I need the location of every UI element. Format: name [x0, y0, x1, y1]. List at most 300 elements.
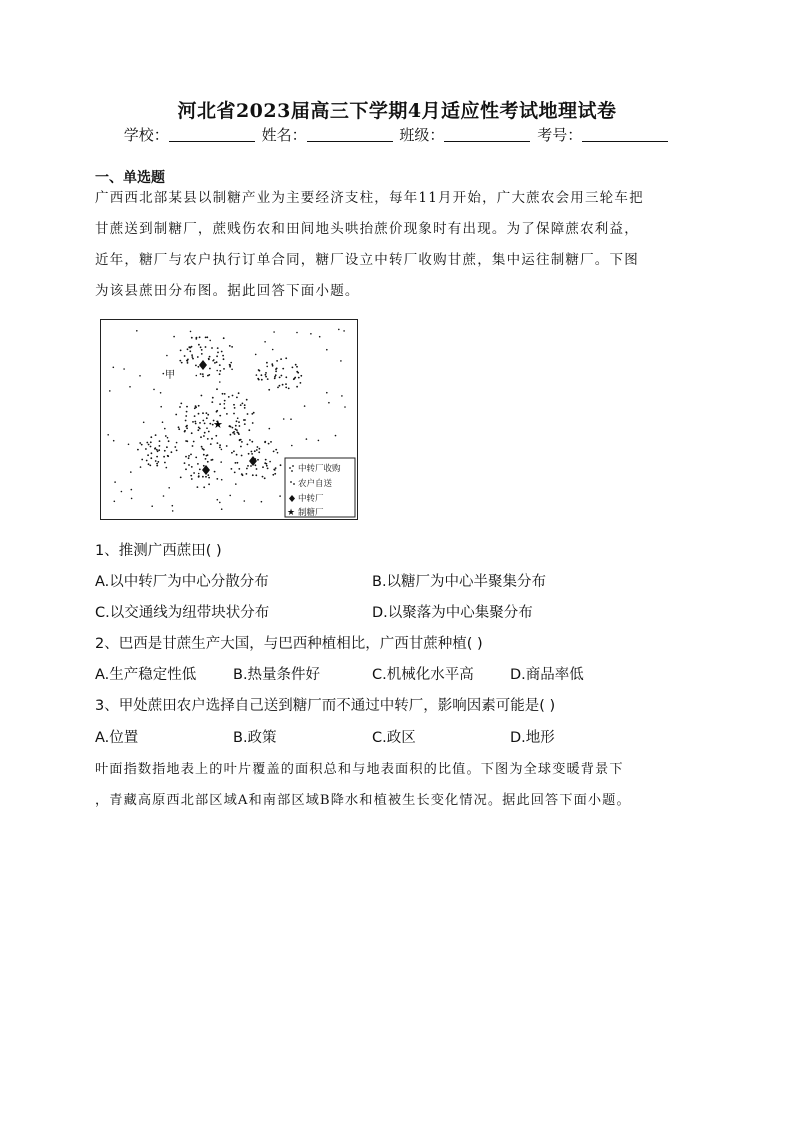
- field-dot: [187, 359, 189, 361]
- field-dot: [267, 378, 269, 380]
- field-dot: [217, 347, 219, 349]
- field-dot: [261, 374, 263, 376]
- field-dot: [219, 502, 221, 504]
- field-dot: [273, 331, 275, 333]
- field-dot: [195, 405, 197, 407]
- field-dot: [238, 392, 240, 394]
- field-dot: [211, 401, 213, 403]
- field-dot: [220, 461, 222, 463]
- field-dot: [173, 336, 175, 338]
- field-dot: [180, 350, 182, 352]
- intro-passage-1: [95, 183, 695, 307]
- field-dot: [176, 450, 178, 452]
- field-dot: [219, 444, 221, 446]
- field-dot: [255, 474, 257, 476]
- field-dot: [191, 466, 193, 468]
- q1-option-a[interactable]: A.以中转厂为中心分散分布: [95, 574, 269, 590]
- field-dot: [291, 445, 293, 447]
- field-dot: [267, 468, 269, 470]
- field-dot: [292, 367, 294, 369]
- field-dot: [109, 390, 111, 392]
- field-dot: [219, 381, 221, 383]
- field-dot: [246, 468, 248, 470]
- question-3-stem: 3、甲处蔗田农户选择自己送到糖厂而不通过中转厂，影响因素可能是( ): [95, 698, 556, 714]
- field-dot: [272, 349, 274, 351]
- field-dot: [222, 355, 224, 357]
- field-dot: [188, 457, 190, 459]
- field-dot: [224, 407, 226, 409]
- field-dot: [248, 453, 250, 455]
- field-dot: [244, 423, 246, 425]
- exam-number-label: 考号：: [537, 126, 583, 144]
- field-dot: [198, 473, 200, 475]
- map-graphic: [101, 320, 356, 518]
- field-dot: [198, 366, 200, 368]
- field-dot: [239, 439, 241, 441]
- field-dot: [209, 423, 211, 425]
- field-dot: [198, 405, 200, 407]
- field-dot: [255, 464, 257, 466]
- field-dot: [197, 429, 199, 431]
- field-dot: [248, 429, 250, 431]
- field-dot: [296, 386, 298, 388]
- field-dot: [207, 414, 209, 416]
- field-dot: [222, 393, 224, 395]
- field-dot: [205, 337, 207, 339]
- field-dot: [262, 476, 264, 478]
- field-dot: [275, 449, 277, 451]
- field-dot: [233, 431, 235, 433]
- intro-line: 近年，糖厂与农户执行订单合同，糖厂设立中转厂收购甘蔗，集中运往制糖厂。下图: [95, 252, 639, 268]
- field-dot: [140, 466, 142, 468]
- field-dot: [146, 442, 148, 444]
- field-dot: [190, 331, 192, 333]
- field-dot: [264, 477, 266, 479]
- field-dot: [275, 467, 277, 469]
- field-dot: [277, 452, 279, 454]
- field-dot: [201, 353, 203, 355]
- field-dot: [219, 415, 221, 417]
- field-dot: [163, 373, 165, 375]
- field-dot: [326, 349, 328, 351]
- field-dot: [254, 450, 256, 452]
- field-dot: [151, 505, 153, 507]
- field-dot: [219, 447, 221, 449]
- field-dot: [219, 364, 221, 366]
- field-dot: [243, 419, 245, 421]
- field-dot: [201, 395, 203, 397]
- field-dot: [234, 472, 236, 474]
- field-dot: [186, 406, 188, 408]
- field-dot: [265, 374, 267, 376]
- field-dot: [272, 365, 274, 367]
- field-dot: [159, 440, 161, 442]
- field-dot: [191, 337, 193, 339]
- field-dot: [266, 366, 268, 368]
- field-dot: [241, 473, 243, 475]
- field-dot: [205, 458, 207, 460]
- field-dot: [229, 345, 231, 347]
- class-blank[interactable]: [444, 127, 530, 142]
- field-dot: [188, 464, 190, 466]
- field-dot: [221, 351, 223, 353]
- field-dot: [153, 389, 155, 391]
- name-blank[interactable]: [307, 127, 393, 142]
- field-dot: [167, 455, 169, 457]
- field-dot: [191, 346, 193, 348]
- field-dot: [235, 462, 237, 464]
- field-dot: [192, 358, 194, 360]
- school-blank[interactable]: [169, 127, 255, 142]
- field-dot: [328, 402, 330, 404]
- field-dot: [193, 472, 195, 474]
- field-dot: [198, 344, 200, 346]
- field-dot: [275, 370, 277, 372]
- field-dot: [185, 415, 187, 417]
- field-dot: [240, 446, 242, 448]
- q3-option-d[interactable]: D.地形: [510, 730, 555, 746]
- field-dot: [209, 368, 211, 370]
- field-dot: [203, 435, 205, 437]
- field-dot: [204, 432, 206, 434]
- field-dot: [231, 369, 233, 371]
- field-dot: [247, 444, 249, 446]
- field-dot: [164, 428, 166, 430]
- field-dot: [338, 329, 340, 331]
- legend-label-transfer-purchase: 中转厂收购: [298, 464, 341, 474]
- field-dot: [283, 418, 285, 420]
- field-dot: [207, 438, 209, 440]
- field-dot: [230, 434, 232, 436]
- field-dot: [239, 425, 241, 427]
- field-dot: [186, 411, 188, 413]
- intro-line: 甘蔗送到制糖厂，蔗贱伤农和田间地头哄抬蔗价现象时有出现。为了保障蔗农利益，: [95, 221, 639, 237]
- field-dot: [168, 440, 170, 442]
- field-dot: [298, 377, 300, 379]
- field-dot: [228, 396, 230, 398]
- field-dot: [268, 389, 270, 391]
- q2-option-b[interactable]: B.热量条件好: [233, 667, 321, 683]
- field-dot: [306, 438, 308, 440]
- exam-title: 河北省2023届高三下学期4月适应性考试地理试卷: [177, 100, 617, 122]
- field-dot: [192, 421, 194, 423]
- field-dot: [209, 356, 211, 358]
- field-dot: [230, 362, 232, 364]
- q2-option-c[interactable]: C.机械化水平高: [372, 667, 474, 683]
- field-dot: [207, 474, 209, 476]
- field-dot: [257, 378, 259, 380]
- field-dot: [185, 420, 187, 422]
- field-dot: [208, 358, 210, 360]
- legend-label-self-delivery: 农户自送: [298, 479, 333, 489]
- field-dot: [198, 476, 200, 478]
- field-dot: [205, 346, 207, 348]
- field-dot: [244, 500, 246, 502]
- field-dot: [341, 395, 343, 397]
- field-dot: [206, 412, 208, 414]
- legend-label-transfer-station: 中转厂: [298, 494, 324, 504]
- field-dot: [266, 362, 268, 364]
- q2-option-d[interactable]: D.商品率低: [510, 667, 584, 683]
- field-dot: [160, 406, 162, 408]
- field-dot: [279, 377, 281, 379]
- field-dot: [250, 465, 252, 467]
- field-dot: [139, 442, 141, 444]
- field-dot: [288, 388, 290, 390]
- field-dot: [251, 453, 253, 455]
- field-dot: [310, 333, 312, 335]
- field-dot: [155, 434, 157, 436]
- field-dot: [343, 330, 345, 332]
- field-dot: [191, 478, 193, 480]
- exam-number-blank[interactable]: [582, 127, 668, 142]
- field-dot: [219, 403, 221, 405]
- field-dot: [211, 438, 213, 440]
- field-dot: [180, 477, 182, 479]
- field-dot: [114, 501, 116, 503]
- field-dot: [221, 479, 223, 481]
- field-dot: [295, 364, 297, 366]
- field-dot: [188, 455, 190, 457]
- field-dot: [277, 387, 279, 389]
- field-dot: [274, 473, 276, 475]
- field-dot: [296, 332, 298, 334]
- field-dot: [191, 356, 193, 358]
- field-dot: [244, 404, 246, 406]
- field-dot: [203, 486, 205, 488]
- field-dot: [156, 463, 158, 465]
- field-dot: [199, 469, 201, 471]
- field-dot: [246, 473, 248, 475]
- field-dot: [176, 442, 178, 444]
- field-dot: [163, 456, 165, 458]
- field-dot: [216, 370, 218, 372]
- field-dot: [175, 414, 177, 416]
- field-dot: [206, 336, 208, 338]
- field-dot: [148, 444, 150, 446]
- field-dot: [253, 412, 255, 414]
- field-dot: [257, 446, 259, 448]
- field-dot: [224, 393, 226, 395]
- field-dot: [206, 417, 208, 419]
- school-label: 学校：: [123, 126, 169, 144]
- field-dot: [240, 404, 242, 406]
- q1-option-c[interactable]: C.以交通线为纽带块状分布: [95, 605, 270, 621]
- field-dot: [146, 460, 148, 462]
- field-dot: [168, 487, 170, 489]
- question-2-stem: 2、巴西是甘蔗生产大国，与巴西种植相比，广西甘蔗种植( ): [95, 636, 483, 652]
- field-dot: [212, 397, 214, 399]
- field-dot: [265, 372, 267, 374]
- field-dot: [224, 403, 226, 405]
- field-dot: [236, 397, 238, 399]
- field-dot: [190, 475, 192, 477]
- field-dot: [231, 452, 233, 454]
- field-dot: [186, 427, 188, 429]
- field-dot: [235, 425, 237, 427]
- field-dot: [178, 426, 180, 428]
- field-dot: [186, 440, 188, 442]
- field-dot: [229, 495, 231, 497]
- field-dot: [181, 362, 183, 364]
- field-dot: [206, 427, 208, 429]
- field-dot: [188, 346, 190, 348]
- field-dot: [276, 368, 278, 370]
- field-dot: [203, 465, 205, 467]
- field-dot: [191, 432, 193, 434]
- field-dot: [215, 435, 217, 437]
- field-dot: [184, 431, 186, 433]
- field-dot: [143, 422, 145, 424]
- intro-line: 为该县蔗田分布图。据此回答下面小题。: [95, 283, 360, 299]
- field-dot: [229, 366, 231, 368]
- field-dot: [269, 428, 271, 430]
- field-dot: [318, 440, 320, 442]
- field-dot: [261, 379, 263, 381]
- field-dot: [192, 445, 194, 447]
- field-dot: [237, 432, 239, 434]
- field-dot: [172, 510, 174, 512]
- field-dot: [247, 413, 249, 415]
- field-dot: [251, 413, 253, 415]
- field-dot: [247, 465, 249, 467]
- field-dot: [274, 376, 276, 378]
- intro-line: 广西西北部某县以制糖产业为主要经济支柱，每年11月开始，广大蔗农会用三轮车把: [95, 190, 644, 206]
- field-dot: [272, 474, 274, 476]
- field-dot: [279, 385, 281, 387]
- field-dot: [157, 461, 159, 463]
- question-1-stem: 1、推测广西蔗田( ): [95, 543, 222, 559]
- map-label-jia: 甲: [165, 370, 175, 381]
- field-dot: [206, 455, 208, 457]
- field-dot: [186, 425, 188, 427]
- q3-option-b[interactable]: B.政策: [233, 730, 277, 746]
- field-dot: [191, 354, 193, 356]
- field-dot: [189, 350, 191, 352]
- field-dot: [107, 434, 109, 436]
- field-dot: [197, 463, 199, 465]
- transfer-station-diamond-icon: [202, 465, 210, 475]
- field-dot: [238, 421, 240, 423]
- field-dot: [156, 465, 158, 467]
- field-dot: [204, 423, 206, 425]
- field-dot: [202, 373, 204, 375]
- field-dot: [201, 446, 203, 448]
- sugarcane-field-map: [100, 319, 358, 520]
- field-dot: [172, 505, 174, 507]
- field-dot: [262, 466, 264, 468]
- field-dot: [256, 468, 258, 470]
- field-dot: [279, 495, 281, 497]
- q1-option-b[interactable]: B.以糖厂为中心半聚集分布: [372, 574, 547, 590]
- field-dot: [296, 366, 298, 368]
- map-legend: [285, 458, 355, 518]
- field-dot: [265, 376, 267, 378]
- field-dot: [219, 370, 221, 372]
- field-dot: [264, 441, 266, 443]
- field-dot: [224, 400, 226, 402]
- q3-option-c[interactable]: C.政区: [372, 730, 416, 746]
- field-dot: [264, 462, 266, 464]
- field-dot: [223, 337, 225, 339]
- field-dot: [266, 465, 268, 467]
- field-dot: [217, 352, 219, 354]
- field-dot: [196, 337, 198, 339]
- field-dot: [145, 448, 147, 450]
- field-dot: [164, 450, 166, 452]
- q1-option-d[interactable]: D.以聚落为中心集聚分布: [372, 605, 533, 621]
- field-dot: [121, 491, 123, 493]
- field-dot: [214, 471, 216, 473]
- field-dot: [164, 462, 166, 464]
- field-dot: [202, 476, 204, 478]
- field-dot: [249, 439, 251, 441]
- field-dot: [205, 476, 207, 478]
- legend-label-sugar-mill: 制糖厂: [298, 508, 324, 518]
- field-dot: [214, 362, 216, 364]
- q3-option-a[interactable]: A.位置: [95, 730, 139, 746]
- field-dot: [137, 449, 139, 451]
- field-dot: [163, 495, 165, 497]
- field-dot: [300, 375, 302, 377]
- field-dot: [187, 362, 189, 364]
- field-dot: [304, 405, 306, 407]
- section-heading: 一、单选题: [95, 170, 165, 186]
- field-dot: [195, 365, 197, 367]
- field-dot: [269, 461, 271, 463]
- field-dot: [217, 499, 219, 501]
- field-dot: [187, 348, 189, 350]
- field-dot: [179, 360, 181, 362]
- field-dot: [196, 375, 198, 377]
- q2-option-a[interactable]: A.生产稳定性低: [95, 667, 197, 683]
- field-dot: [178, 428, 180, 430]
- field-dot: [171, 451, 173, 453]
- field-dot: [229, 425, 231, 427]
- field-dot: [340, 360, 342, 362]
- field-dot: [129, 386, 131, 388]
- field-dot: [141, 444, 143, 446]
- field-dot: [203, 449, 205, 451]
- field-dot: [265, 459, 267, 461]
- field-dot: [226, 413, 228, 415]
- field-dot: [258, 369, 260, 371]
- field-dot: [166, 446, 168, 448]
- student-info-line: [0, 124, 794, 145]
- field-dot: [264, 341, 266, 343]
- field-dot: [190, 454, 192, 456]
- intro-line: 叶面指数指地表上的叶片覆盖的面积总和与地表面积的比值。下图为全球变暖背景下: [95, 762, 624, 777]
- field-dot: [207, 461, 209, 463]
- field-dot: [280, 464, 282, 466]
- field-dot: [231, 468, 233, 470]
- field-dot: [326, 392, 328, 394]
- field-dot: [241, 441, 243, 443]
- field-dot: [221, 449, 223, 451]
- field-dot: [150, 441, 152, 443]
- field-dot: [166, 467, 168, 469]
- field-dot: [217, 442, 219, 444]
- field-dot: [200, 373, 202, 375]
- field-dot: [208, 431, 210, 433]
- field-dot: [285, 387, 287, 389]
- field-dot: [257, 459, 259, 461]
- field-dot: [197, 486, 199, 488]
- field-dot: [202, 412, 204, 414]
- field-dot: [256, 374, 258, 376]
- field-dot: [148, 463, 150, 465]
- field-dot: [198, 427, 200, 429]
